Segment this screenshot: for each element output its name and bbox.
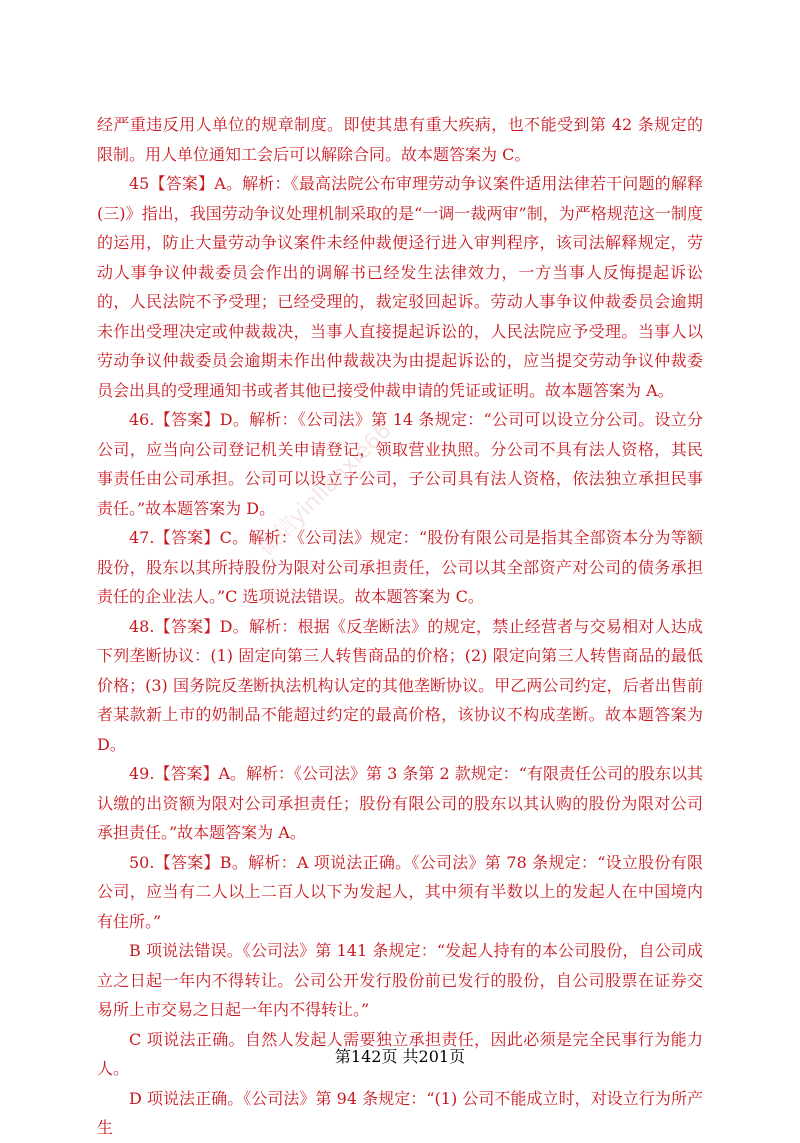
watermark: 微信yinlianxie66 (253, 418, 397, 562)
page-footer: 第142页 共201页 (334, 1047, 466, 1066)
paragraph: 46.【答案】D。解析：《公司法》第 14 条规定：“公司可以设立分公司。设立分公司，应当向公司登记机关申请登记，领取营业执照。分公司不具有法人资格，其民事责任由公司承担。公司可以设立子公司，子公司具有法人资格，依法独立承担民事责任。”故本题答案为 D。 (97, 410, 703, 518)
paragraph: 47.【答案】C。解析：《公司法》规定：“股份有限公司是指其全部资本分为等额股份，股东以其所持股份为限对公司承担责任，公司以其全部资产对公司的债务承担责任的企业法人。”C 选项说法错误。故本题答案为 C。 (97, 528, 703, 606)
document-body (97, 110, 703, 1143)
paragraph: D 项说法正确。《公司法》第 94 条规定：“(1) 公司不能成立时，对设立行为所产生 (97, 1088, 703, 1137)
paragraph: C 项说法正确。自然人发起人需要独立承担责任，因此必须是完全民事行为能力人。 (97, 1029, 703, 1078)
paragraph: 49.【答案】A。解析：《公司法》第 3 条第 2 款规定：“有限责任公司的股东以其认缴的出资额为限对公司承担责任；股份有限公司的股东以其认购的股份为限对公司承担责任。”故本题答案为 A。 (97, 764, 703, 842)
paragraph: 经严重违反用人单位的规章制度。即使其患有重大疾病，也不能受到第 42 条规定的限制。用人单位通知工会后可以解除合同。故本题答案为 C。 (97, 115, 703, 164)
paragraph: 50.【答案】B。解析：A 项说法正确。《公司法》第 78 条规定：“设立股份有限公司，应当有二人以上二百人以下为发起人，其中须有半数以上的发起人在中国境内有住所。” (97, 852, 703, 931)
paragraph: 48.【答案】D。解析：根据《反垄断法》的规定，禁止经营者与交易相对人达成下列垄断协议：(1) 固定向第三人转售商品的价格；(2) 限定向第三人转售商品的最低价格；(3) 国务院反垄断执法机构认定的其他垄断协议。甲乙两公司约定，后者出售前者某款新上市的奶制品不能超过约定的最高价格，该协议不构成垄断。故本题答案为 D。 (97, 616, 703, 754)
paragraph: B 项说法错误。《公司法》第 141 条规定：“发起人持有的本公司股份，自公司成立之日起一年内不得转让。公司公开发行股份前已发行的股份，自公司股票在证券交易所上市交易之日起一年内不得转让。” (97, 941, 703, 1019)
paragraph: 45【答案】A。解析：《最高法院公布审理劳动争议案件适用法律若干问题的解释(三)》指出，我国劳动争议处理机制采取的是“一调一裁两审”制，为严格规范这一制度的运用，防止大量劳动争议案件未经仲裁便迳行进入审判程序，该司法解释规定，劳动人事争议仲裁委员会作出的调解书已经发生法律效力，一方当事人反悔提起诉讼的，人民法院不予受理；已经受理的，裁定驳回起诉。劳动人事争议仲裁委员会逾期未作出受理决定或仲裁裁决，当事人直接提起诉讼的，人民法院应予受理。当事人以劳动争议仲裁委员会逾期未作出仲裁裁决为由提起诉讼的，应当提交劳动争议仲裁委员会出具的受理通知书或者其他已接受仲裁申请的凭证或证明。故本题答案为 A。 (97, 174, 703, 400)
